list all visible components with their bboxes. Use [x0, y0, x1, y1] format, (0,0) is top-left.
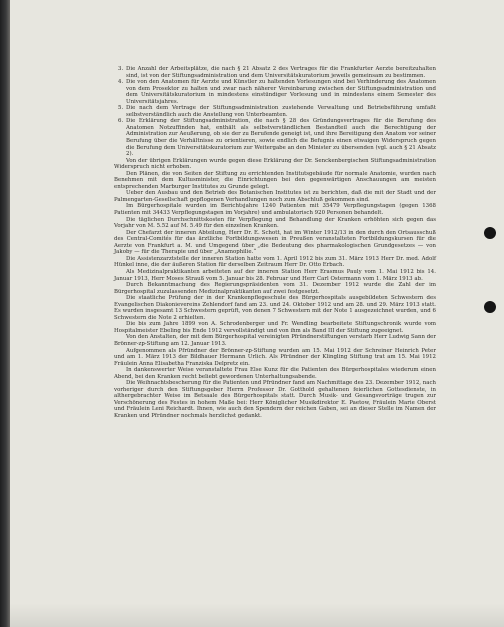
numbered-paragraph: [114, 66, 436, 79]
paragraph-text: Die nach dem Vertrage der Stiftungsadministration zustehende Verwaltung und Betriebsführung umfaßt selbstverständlich auch die Anstellung von Unterbeamten.: [126, 105, 436, 118]
body-paragraph: Von den Anstalten, der mit dem Bürgerhospital vereinigten Pfründnerstiftungen verstarb Herr Ludwig Sann der Brönner-zp-Stiftung am 12. Januar 1913.: [114, 334, 436, 347]
body-paragraph: Durch Bekanntmachung des Regierungspräsidenten vom 31. Dezember 1912 wurde die Zahl der im Bürgerhospital zuzulassenden Medizinalpraktikanten auf zwei festgesetzt.: [114, 282, 436, 295]
body-paragraph: Die Weihnachtsbescherung für die Patienten und Pfründner fand am Nachmittage des 23. Dezember 1912, nach vorheriger durch den Stiftungsgeber Herrn Professor Dr. Gotthold gehaltenen feierlichen Gottesdienste, in althergebrachter Weise im Betsaale des Bürgerhospitals statt. Durch Musik- und Gesangsvorträge trugen zur Verschönerung des Festes in hohem Maße bei: Herr Königlicher Musikdirektor E. Paetow, Fräulein Marie Oberst und Fräulein Leni Reichardt. Ihnen, wie auch den Spendern der reichen Gaben, sei an dieser Stelle im Namen der Kranken und Pfründner nochmals herzlichst gedankt.: [114, 380, 436, 419]
page-edge: [0, 0, 10, 627]
body-paragraph: Ueber den Ausbau und den Betrieb des Botanischen Institutes ist zu berichten, daß die mit der Stadt und der Palmengarten-Gesellschaft gepflogenen Verhandlungen noch zum Abschluß gekommen sind.: [114, 190, 436, 203]
paragraph-number: 5.: [118, 105, 124, 112]
body-paragraph: Den Plänen, die von Seiten der Stiftung zu errichtenden Institutsgebäude für normale Anatomie, wurden nach Benehmen mit dem Kultusminister, die Einrichtungen bei den gegenwärtigen Anschauungen am meisten entsprechenden Marburger Institutes zu Grunde gelegt.: [114, 170, 436, 190]
body-paragraph: Die täglichen Durchschnittskosten für Verpflegung und Behandlung der Kranken erhöhten sich gegen das Vorjahr von M. 5.52 auf M. 5.49 für den einzelnen Kranken.: [114, 216, 436, 230]
body-paragraph: In dankenswerter Weise veranstaltete Frau Else Kunz für die Patienten des Bürgerhospitales wiederum einen Abend, bei den Kranken recht beliebt gewordenen Unterhaltungsabende.: [114, 367, 436, 380]
paragraph-text: Die Anzahl der Arbeitsplätze, die nach § 21 Absatz 2 des Vertrages für die Frankfurter Aerzte bereitzuhalten sind, ist von der Stiftungsadministration und dem Universitätskuratorium jeweils gemeinsam zu bestimmen.: [126, 66, 436, 79]
paragraph-number: 4.: [118, 79, 124, 86]
punch-hole-bottom: [484, 301, 496, 313]
body-paragraph: Im Bürgerhospitale wurden im Berichtsjahre 1240 Patienten mit 35479 Verpflegungstagen (gegen 1368 Patienten mit 34433 Verpflegungstagen im Vorjahre) und ambulatorisch 920 Personen behandelt.: [114, 203, 436, 217]
body-paragraph: Von der übrigen Erklärungen wurde gegen diese Erklärung der Dr. Senckenbergischen Stiftungsadministration Widerspruch nicht erhoben.: [114, 157, 436, 171]
paragraph-text: Die Erklärung der Stiftungsadministration, die nach § 28 des Gründungsvertrages für die Berufung des Anatomen Notzuffinden hat, enthält als selbstverständlichen Bestandteil auch die Berechtigung der Administration zur Aeußerung, ob sie der zu Berufende geneigt ist, und ihre Bereitigung den Anatom vor seiner Berufung über die Verhältnisse zu orientieren, sowie endlich die Befugnis einen etwaigen Widerspruch gegen die Berufung dem Universitätskuratorium zur Weitergabe an den Minister zu übersenden (vgl. auch § 21 Absatz 2).: [126, 118, 436, 158]
paragraph-number: 6.: [118, 118, 124, 125]
page-shadow: [10, 603, 504, 627]
paragraph-text: Die von den Anatomen für Aerzte und Künstler zu haltenden Vorlesungen sind bei Verhinderung des Anatomen von dem Prosektor zu halten und zwar nach näherer Vereinbarung zwischen der Stiftungsadministration und dem Universitätskuratorium in mindestens einstündiger Vorlesung und in mindestens einem Semester des Universitätsjahres.: [126, 79, 436, 105]
numbered-paragraph: [114, 79, 436, 105]
body-paragraph: Die Assistenzarztstelle der inneren Station hatte vom 1. April 1912 bis zum 31. März 1913 Herr Dr. med. Adolf Hünkel inne, die der äußeren Station für derselben Zeitraum Herr Dr. Otto Erbach.: [114, 255, 436, 269]
document-body: [114, 66, 436, 420]
numbered-paragraph: [114, 118, 436, 157]
numbered-paragraph: [114, 105, 436, 118]
body-paragraph: Als Medizinalpraktikanten arbeiteten auf der inneren Station Herr Erasmus Pauly vom 1. Mai 1912 bis 14. Januar 1913, Herr Moses Strauß vom 5. Januar bis 28. Februar und Herr Carl Ostermann vom 1. März 1913 ab.: [114, 268, 436, 282]
body-paragraph: Der Chefarzt der inneren Abteilung, Herr Dr. E. Schott, hat im Winter 1912/13 in den durch den Ortsausschuß des Central-Comités für das ärztliche Fortbildungswesen in Preußen veranstalteten Fortbildungskursen für die Aerzte von Frankfurt a. M. und Umgegend über „die Bedeutung des pharmakologischen Grundgesetzes — von Jakoby — für die Therapie und über „Anamophilie.“: [114, 229, 436, 256]
body-paragraph: Die bis zum Jahre 1899 von A. Schrodenberger und Fr. Wendling bearbeitete Stiftungschronik wurde vom Hospitalmeister Ebeling bis Ende 1912 vervollständigt und von ihm als Band III der Stiftung zugeeignet.: [114, 321, 436, 334]
body-paragraph: Aufgenommen als Pfründner der Brönner-zp-Stiftung wurden am 15. Mai 1912 der Schreiner Heinrich Peter und am 1. März 1913 der Bildhauer Hermann Urlich. Als Pfründner der Klingling Stiftung trat am 15. Mai 1912 Fräulein Anna Elisabetha Franziska Delpretz ein.: [114, 347, 436, 367]
paragraph-number: 3.: [118, 66, 124, 72]
punch-hole-top: [484, 227, 496, 239]
body-paragraph: Die staatliche Prüfung der in der Krankenpflegeschule des Bürgerhospitals ausgebildeten Schwestern des Evangelischen Diakonievereins Zehlendorf fand am 23. und 24. Oktober 1912 und am 28. und 29. März 1913 statt. Es wurden insgesamt 13 Schwestern geprüft, von denen 7 Schwestern mit der Note 1 ausgezeichnet wurden, und 6 Schwestern die Note 2 erhielten.: [114, 295, 436, 321]
